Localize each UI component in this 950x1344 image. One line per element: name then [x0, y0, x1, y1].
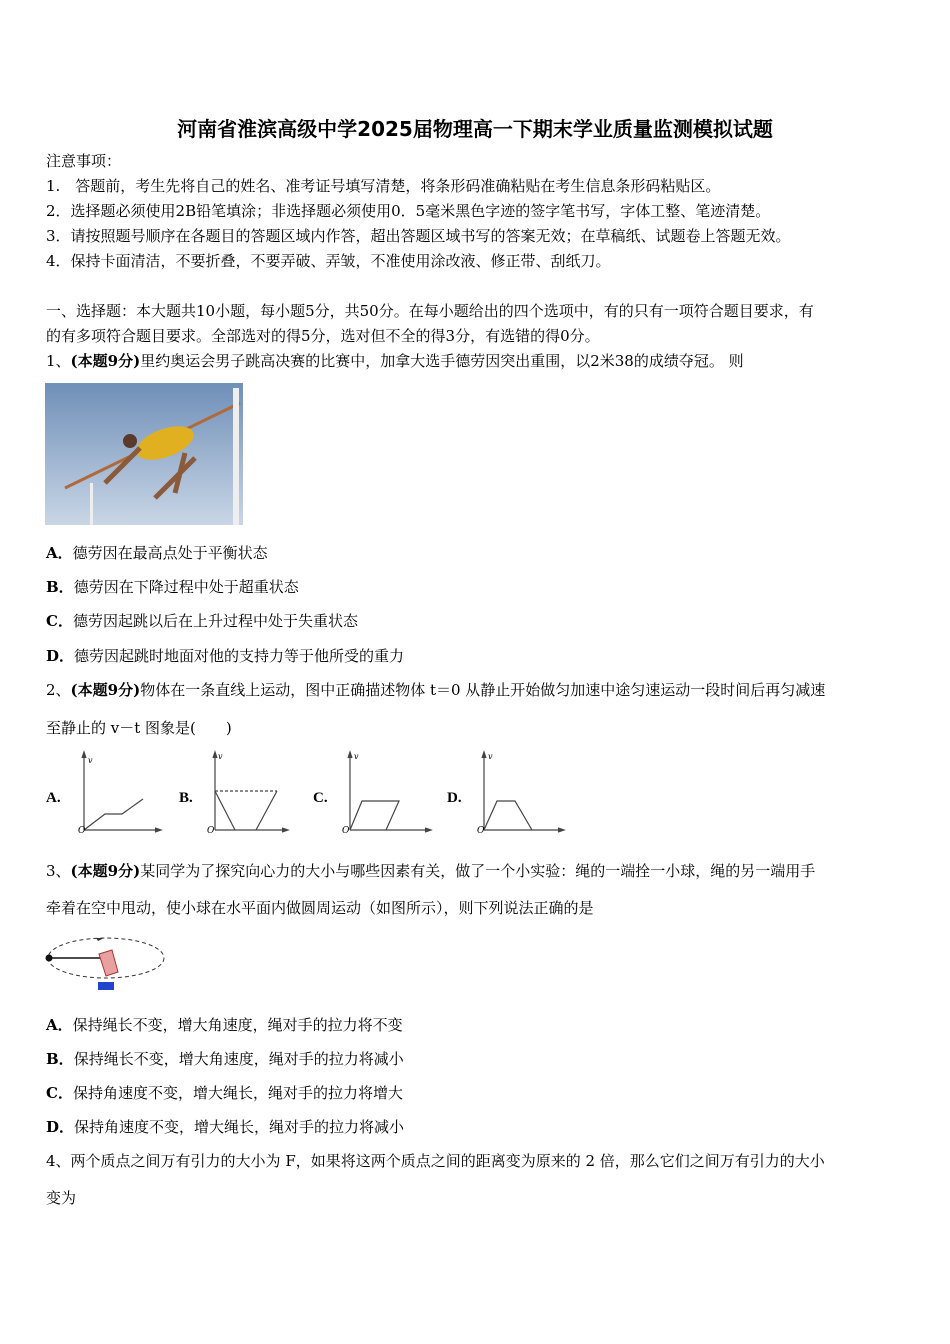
- q2-graph-d-label[interactable]: D.: [447, 790, 462, 806]
- q2-stem-1: 2、(本题9分)物体在一条直线上运动，图中正确描述物体 t＝0 从静止开始做匀加速中途匀速运动一段时间后再匀减速: [46, 681, 826, 699]
- note-4: 4．保持卡面清洁，不要折叠，不要弄破、弄皱，不准使用涂改液、修正带、刮纸刀。: [46, 252, 611, 270]
- graph-a: [82, 752, 161, 832]
- q2-stem-2: 至静止的 v－t 图象是( ): [46, 719, 232, 737]
- axis-v-b: v: [218, 752, 223, 761]
- q1-option-d[interactable]: D．德劳因起跳时地面对他的支持力等于他所受的重力: [46, 647, 405, 665]
- graph-c: [348, 752, 431, 832]
- q1-score: (本题9分): [70, 352, 141, 370]
- q1-text: 里约奥运会男子跳高决赛的比赛中，加拿大选手德劳因突出重围，以2米38的成绩夺冠。 则: [140, 352, 744, 370]
- axis-o-d: O: [477, 826, 485, 836]
- note-1: 1. 答题前，考生先将自己的姓名、准考证号填写清楚，将条形码准确粘贴在考生信息条形码粘贴区。: [46, 177, 721, 195]
- q4-stem-2: 变为: [46, 1189, 77, 1207]
- note-2: 2．选择题必须使用2B铅笔填涂；非选择题必须使用0．5毫米黑色字迹的签字笔书写，字体工整、笔迹清楚。: [46, 202, 771, 220]
- q3-stem-2: 牵着在空中甩动，使小球在水平面内做圆周运动（如图所示），则下列说法正确的是: [46, 899, 594, 917]
- graph-b: [213, 752, 288, 832]
- q2-graph-a-label[interactable]: A.: [46, 790, 61, 806]
- q2-graph-c-label[interactable]: C.: [313, 790, 328, 806]
- page-title: 河南省淮滨高级中学2025届物理高一下期末学业质量监测模拟试题: [177, 117, 773, 141]
- q3-option-a[interactable]: A．保持绳长不变，增大角速度，绳对手的拉力将不变: [46, 1016, 403, 1034]
- section-intro-2: 的有多项符合题目要求。全部选对的得5分，选对但不全的得3分，有选错的得0分。: [46, 327, 600, 345]
- axis-o-c: O: [342, 826, 350, 836]
- axis-v-a: v: [88, 756, 93, 765]
- q2-graph-b-label[interactable]: B.: [179, 790, 193, 806]
- axis-o-a: O: [78, 826, 86, 836]
- q2-vt-graphs: [75, 748, 575, 838]
- q1-num: 1、: [46, 352, 71, 370]
- q1-stem: [46, 351, 744, 371]
- q3-option-b[interactable]: B．保持绳长不变，增大角速度，绳对手的拉力将减小: [46, 1050, 404, 1068]
- high-jump-photo: [45, 383, 243, 525]
- circular-motion-figure: [44, 932, 168, 1002]
- axis-o-b: O: [207, 826, 215, 836]
- q3-option-c[interactable]: C．保持角速度不变，增大绳长，绳对手的拉力将增大: [46, 1084, 403, 1102]
- q3-option-d[interactable]: D．保持角速度不变，增大绳长，绳对手的拉力将减小: [46, 1118, 405, 1136]
- q3-stem-1: 3、(本题9分)某同学为了探究向心力的大小与哪些因素有关，做了一个小实验：绳的一端拴一小球，绳的另一端用手: [46, 862, 816, 880]
- q1-option-a[interactable]: A．德劳因在最高点处于平衡状态: [46, 544, 268, 562]
- q1-option-c[interactable]: C．德劳因起跳以后在上升过程中处于失重状态: [46, 612, 358, 630]
- section-intro-1: 一、选择题：本大题共10小题，每小题5分，共50分。在每小题给出的四个选项中，有的只有一项符合题目要求，有: [46, 302, 814, 320]
- axis-v-d: v: [488, 752, 493, 761]
- q1-option-b[interactable]: B．德劳因在下降过程中处于超重状态: [46, 578, 299, 596]
- axis-v-c: v: [354, 752, 359, 761]
- graph-d: [482, 752, 564, 832]
- notes-heading: 注意事项：: [46, 152, 122, 170]
- q4-stem-1: 4、两个质点之间万有引力的大小为 F，如果将这两个质点之间的距离变为原来的 2 倍，那么它们之间万有引力的大小: [46, 1152, 825, 1170]
- note-3: 3．请按照题号顺序在各题目的答题区域内作答，超出答题区域书写的答案无效；在草稿纸、试题卷上答题无效。: [46, 227, 791, 245]
